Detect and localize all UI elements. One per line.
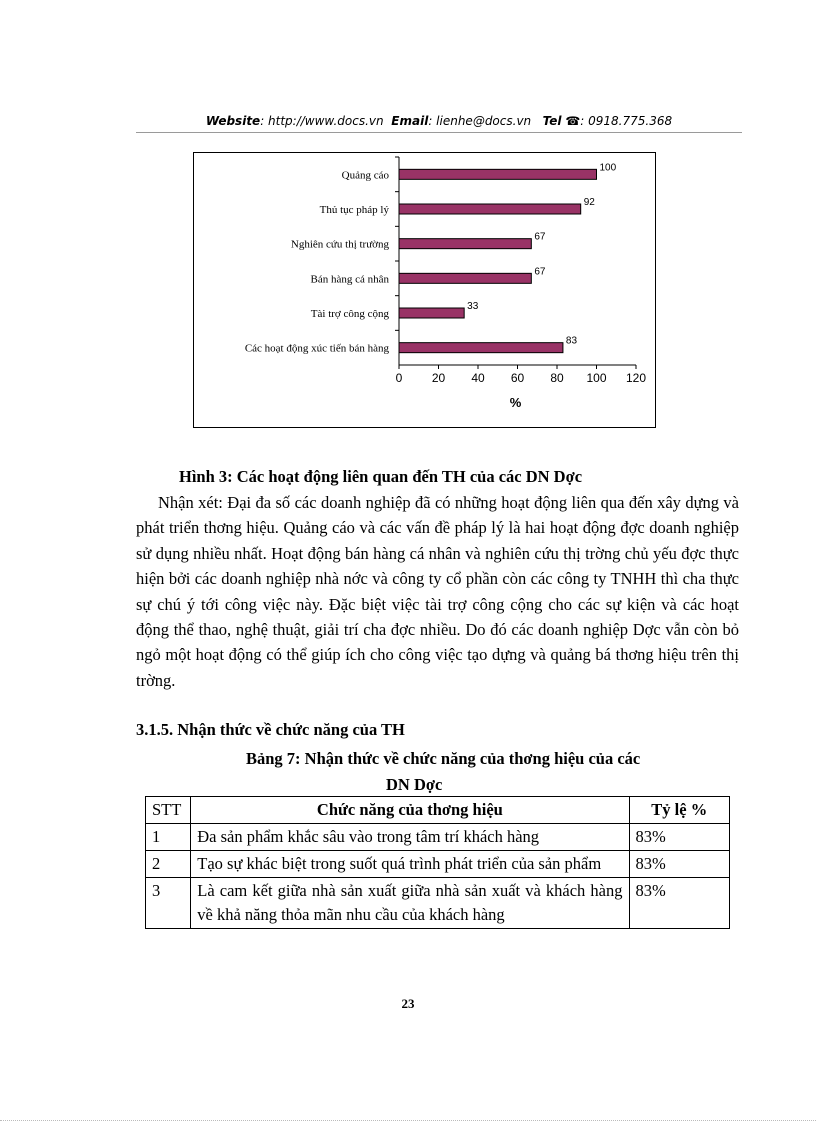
category-label: Nghiên cứu thị trường [290,238,389,251]
website-label: Website [205,114,261,128]
table-caption-line2: DN Dợc [386,775,443,794]
data-label: 67 [534,266,546,278]
email-label: Email [391,114,429,128]
table-header-row [146,797,730,824]
data-label: 33 [467,301,479,312]
bar [399,308,464,318]
bar [399,204,581,214]
row-function: Là cam kết giữa nhà sản xuất giữa nhà sản xuất và khách hàng về khả năng thỏa mãn nhu cầu của khách hàng [191,878,629,929]
table-row [146,824,730,851]
row-rate: 83% [629,851,730,878]
x-tick-label: 100 [586,371,607,385]
data-label: 92 [583,197,595,208]
category-label: Các hoạt động xúc tiến bán hàng [244,342,389,355]
table-caption [246,746,741,798]
section-title: 3.1.5. Nhận thức về chức năng của TH [136,720,405,739]
table-caption-line1: Bảng 7: Nhận thức về chức năng của thơng hiệu của các [246,749,641,768]
footer-divider [0,1120,816,1121]
comment-text: Nhận xét: Đại đa số các doanh nghiệp đã có những hoạt động liên qua đến xây dựng và phát triển thơng hiệu. Quảng cáo và các vấn đề pháp lý là hai hoạt động đợc doanh nghiệp sử dụng nhiều nhất. Hoạt động bán hàng cá nhân và nghiên cứu thị trờng chủ yếu đợc thực hiện bởi các doanh nghiệp nhà nớc và công ty cổ phần còn các công ty TNHH thì cha thực sự chú ý tới công việc này. Đặc biệt việc tài trợ công cộng cho các sự kiện và các hoạt động thể thao, nghệ thuật, giải trí cha đợc nhiều. Do đó các doanh nghiệp Dợc vẫn còn bỏ ngỏ một hoạt động có thể giúp ích cho công việc tạo dựng và quảng bá thơng hiệu trên thị trờng. [136,493,739,690]
page-header [136,112,742,133]
bar [399,239,531,249]
x-tick-label: 80 [550,371,564,385]
tel-label: Tel [542,114,562,128]
table-row [146,878,730,929]
x-axis-label: % [509,395,522,410]
category-label: Tài trợ công cộng [310,308,389,320]
category-label: Bán hàng cá nhân [310,273,389,286]
bar-chart [193,152,656,428]
row-stt: 1 [146,824,191,851]
category-label: Thủ tục pháp lý [319,204,389,216]
category-label: Quảng cáo [341,169,389,182]
row-rate: 83% [629,824,730,851]
x-tick-label: 20 [431,371,446,385]
phone-icon: ☎ [565,114,581,128]
bar [399,273,531,283]
website-value[interactable]: : http://www.docs.vn [260,114,384,128]
header-function: Chức năng của thơng hiệu [191,797,629,824]
tel-value: : 0918.775.368 [580,114,673,128]
row-rate: 83% [629,878,730,929]
row-function: Đa sản phẩm khắc sâu vào trong tâm trí khách hàng [191,824,629,851]
function-table [145,796,730,929]
bar [399,169,597,179]
data-label: 100 [599,162,617,174]
header-stt: STT [146,797,191,824]
data-label: 83 [565,335,578,347]
row-stt: 2 [146,851,191,878]
x-tick-label: 0 [395,371,403,385]
header-rate: Tỷ lệ % [629,797,730,824]
x-tick-label: 40 [471,371,485,385]
x-tick-label: 120 [625,371,647,385]
x-tick-label: 60 [510,371,525,385]
row-function: Tạo sự khác biệt trong suốt quá trình phát triển của sản phẩm [191,851,629,878]
comment-paragraph [136,490,739,693]
data-label: 67 [534,231,546,243]
bar-chart-svg [194,153,655,427]
page-number: 23 [401,996,415,1011]
figure-caption: Hình 3: Các hoạt động liên quan đến TH của các DN Dợc [179,467,583,486]
table-row [146,851,730,878]
bar [399,343,563,353]
row-stt: 3 [146,878,191,929]
email-value[interactable]: : lienhe@docs.vn [428,114,532,128]
